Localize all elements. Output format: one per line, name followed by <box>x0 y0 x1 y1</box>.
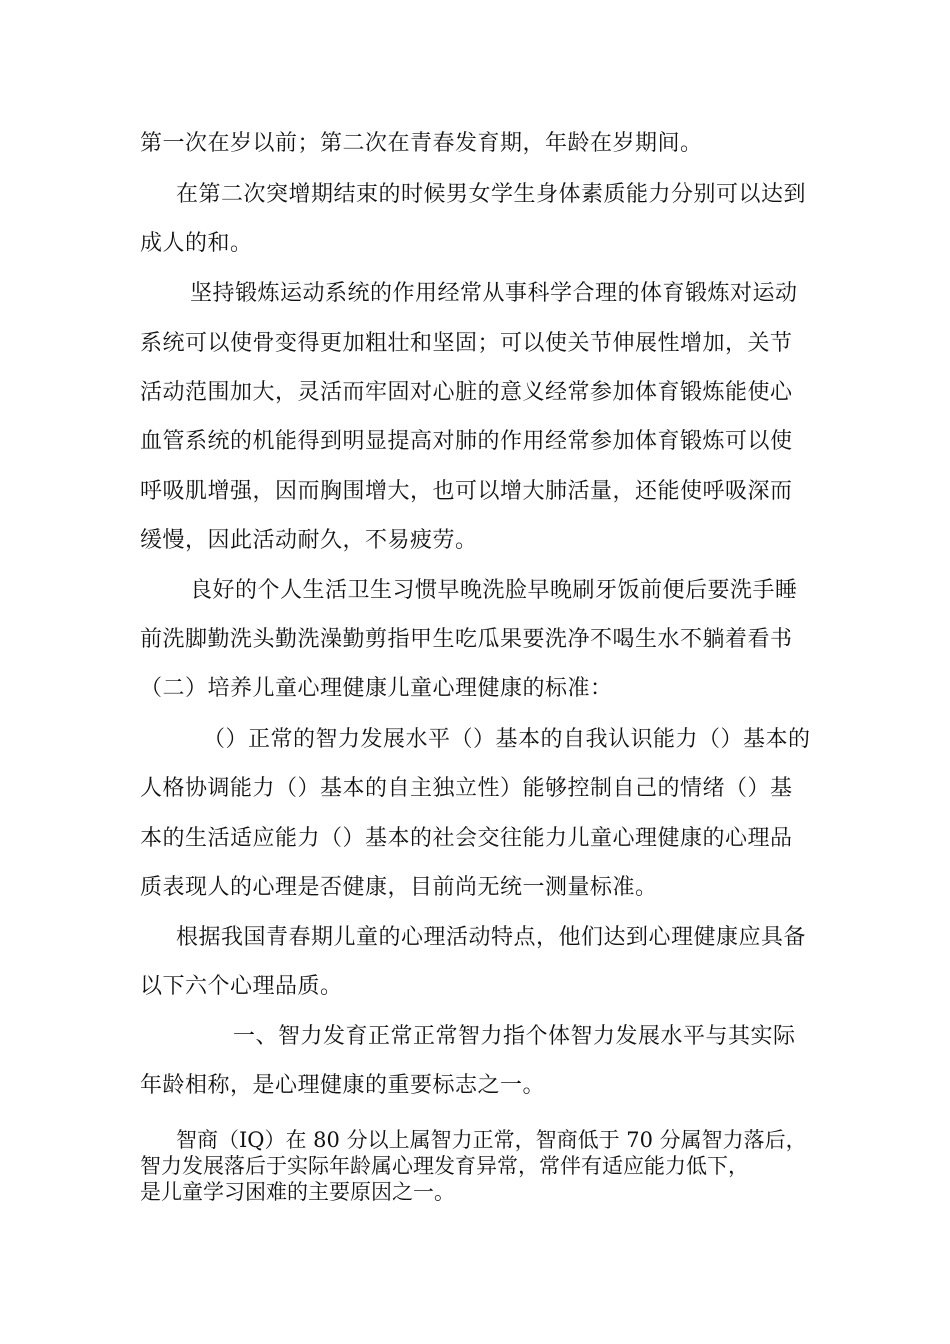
text-line: 质表现人的心理是否健康，目前尚无统一测量标准。 <box>140 875 658 900</box>
text-line: 前洗脚勤洗头勤洗澡勤剪指甲生吃瓜果要洗净不喝生水不躺着看书 <box>140 627 793 652</box>
text-line: 在第二次突增期结束的时候男女学生身体素质能力分别可以达到 <box>176 182 807 207</box>
text-line: 一、智力发育正常正常智力指个体智力发展水平与其实际 <box>233 1024 796 1049</box>
text-line: （）正常的智力发展水平（）基本的自我认识能力（）基本的 <box>203 727 811 752</box>
text-line: 血管系统的机能得到明显提高对肺的作用经常参加体育锻炼可以使 <box>140 429 793 454</box>
text-line: 人格协调能力（）基本的自主独立性）能够控制自己的情绪（）基 <box>140 776 793 801</box>
text-line: 活动范围加大，灵活而牢固对心脏的意义经常参加体育锻炼能使心 <box>140 380 793 405</box>
text-line: 以下六个心理品质。 <box>140 974 343 999</box>
text-line: 智力发展落后于实际年龄属心理发育异常，常伴有适应能力低下， <box>140 1154 749 1178</box>
text-line: 是儿童学习困难的主要原因之一。 <box>140 1180 455 1204</box>
text-line: 缓慢，因此活动耐久，不易疲劳。 <box>140 528 478 553</box>
text-line: 坚持锻炼运动系统的作用经常从事科学合理的体育锻炼对运动 <box>190 281 798 306</box>
text-line: 年龄相称，是心理健康的重要标志之一。 <box>140 1073 546 1098</box>
text-line: 第一次在岁以前；第二次在青春发育期，年龄在岁期间。 <box>140 131 703 156</box>
text-line: 根据我国青春期儿童的心理活动特点，他们达到心理健康应具备 <box>176 925 807 950</box>
text-line: 智商（IQ）在 80 分以上属智力正常，智商低于 70 分属智力落后， <box>176 1128 807 1152</box>
text-line: 呼吸肌增强，因而胸围增大，也可以增大肺活量，还能使呼吸深而 <box>140 479 793 504</box>
text-line: 系统可以使骨变得更加粗壮和坚固；可以使关节伸展性增加，关节 <box>140 331 793 356</box>
text-line: 良好的个人生活卫生习惯早晚洗脸早晚刷牙饭前便后要洗手睡 <box>190 578 798 603</box>
text-line: 成人的和。 <box>140 231 253 256</box>
text-line: （二）培养儿童心理健康儿童心理健康的标准： <box>140 676 613 701</box>
text-line: 本的生活适应能力（）基本的社会交往能力儿童心理健康的心理品 <box>140 826 793 851</box>
